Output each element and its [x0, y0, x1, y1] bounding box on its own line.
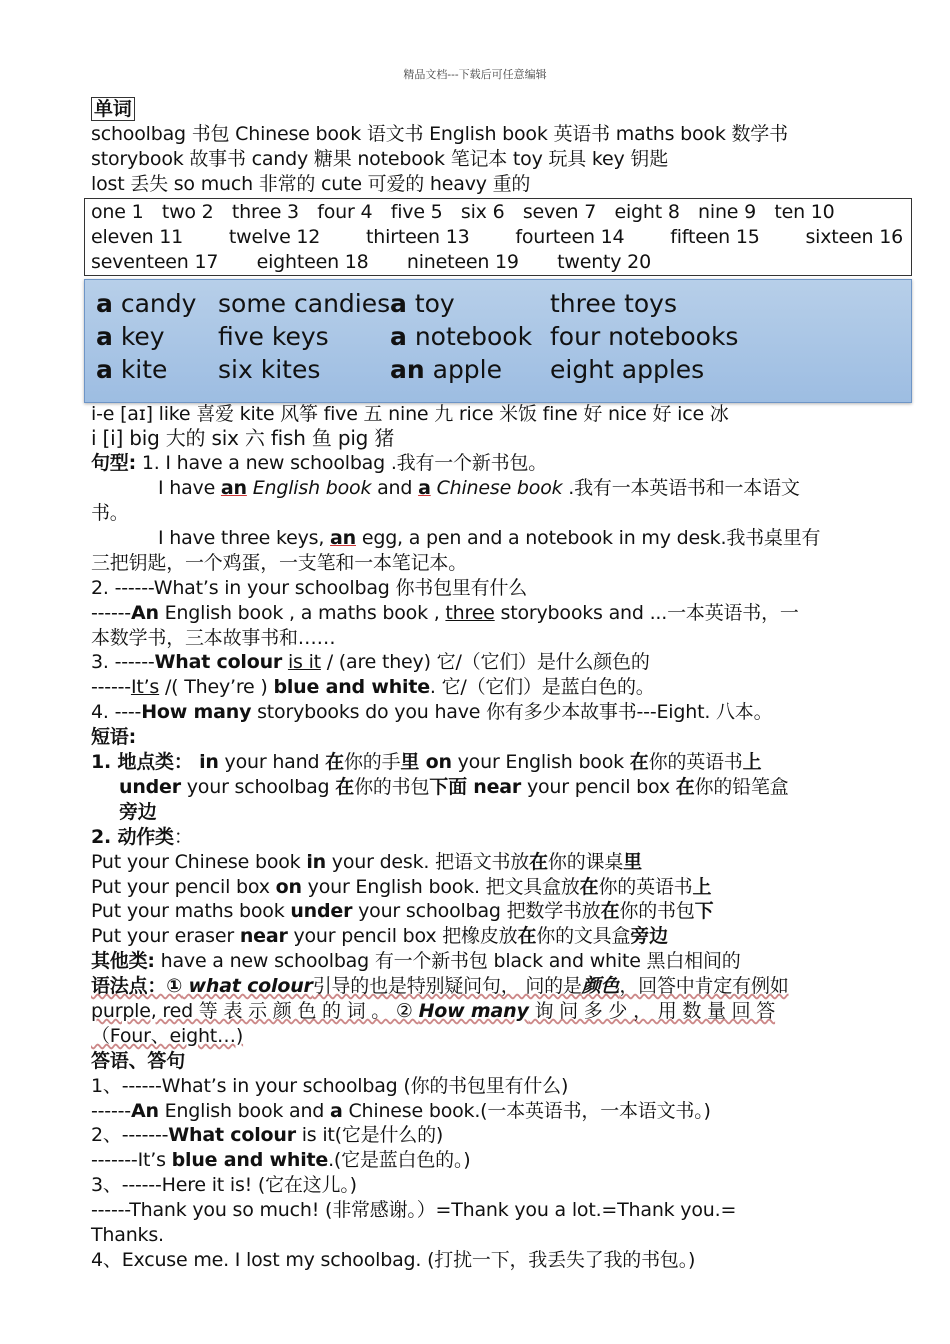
- plural-item: four notebooks: [550, 322, 739, 351]
- plural-item: six kites: [218, 355, 321, 384]
- phrases-action-heading: 2. 动作类：: [91, 826, 193, 848]
- phonics-ie: i-e [aɪ] like 喜爱 kite 风筝 five 五 nine 九 rice 米饭 fine 好 nice 好 ice 冰: [91, 403, 729, 425]
- phrases-heading: 短语:: [91, 726, 136, 748]
- sentence-3q: 3. ------What colour is it / (are they) 它/（它们）是什么颜色的: [91, 651, 650, 673]
- sentence-4: 4. ----How many storybooks do you have 你有多少本故事书---Eight. 八本。: [91, 701, 773, 723]
- plural-item: eight apples: [550, 355, 705, 384]
- phrases-action-1: Put your Chinese book in your desk. 把语文书放在你的课桌里: [91, 851, 642, 873]
- phrases-action-2: Put your pencil box on your English book. 把文具盒放在你的英语书上: [91, 876, 712, 898]
- sentence-3a: ------It’s /( They’re ) blue and white. 它/（它们）是蓝白色的。: [91, 676, 655, 698]
- phonics-i: i [i] big 大的 six 六 fish 鱼 pig 猪: [91, 426, 395, 450]
- plural-item: some candies: [218, 289, 391, 318]
- answer-2q: 2、-------What colour is it(它是什么的): [91, 1124, 444, 1146]
- vocab-line-1: schoolbag 书包 Chinese book 语文书 English book 英语书 maths book 数学书: [91, 123, 788, 145]
- answer-3b: Thanks.: [91, 1224, 164, 1246]
- plural-item: three toys: [550, 289, 678, 318]
- plural-item: a key: [96, 322, 165, 351]
- numbers-row-3: seventeen 17 eighteen 18 nineteen 19 twenty 20: [91, 251, 651, 273]
- vocab-line-3: lost 丢失 so much 非常的 cute 可爱的 heavy 重的: [91, 173, 531, 195]
- answer-3q: 3、------Here it is! (它在这儿。): [91, 1174, 357, 1196]
- sentence-1b: I have an English book and a Chinese book .我有一本英语书和一本语文: [158, 477, 800, 499]
- plural-item: a notebook: [390, 322, 533, 351]
- phrases-place-1: 1. 地点类： in your hand 在你的手里 on your English book 在你的英语书上: [91, 751, 762, 773]
- answer-4: 4、Excuse me. I lost my schoolbag. (打扰一下，我丢失了我的书包。): [91, 1249, 696, 1271]
- answers-heading: 答语、答句: [91, 1050, 186, 1072]
- page-header: 精品文档---下载后可任意编辑: [403, 68, 547, 81]
- phrases-action-4: Put your eraser near your pencil box 把橡皮放在你的文具盒旁边: [91, 925, 668, 947]
- grammar-line-3: （Four、eight…): [91, 1025, 244, 1047]
- answer-2a: -------It’s blue and white.(它是蓝白色的。): [91, 1149, 471, 1171]
- sentence-1a: 句型: 1. I have a new schoolbag .我有一个新书包。: [91, 452, 548, 474]
- answer-1q: 1、------What’s in your schoolbag (你的书包里有什么): [91, 1075, 569, 1097]
- grammar-line-1: 语法点：① what colour引导的也是特别疑问句， 问的是颜色，回答中肯定有例如: [91, 975, 789, 997]
- phrases-place-3: 旁边: [119, 801, 157, 823]
- sentence-2q: 2. ------What’s in your schoolbag 你书包里有什么: [91, 577, 528, 599]
- numbers-row-2: eleven 11 twelve 12 thirteen 13 fourteen 14 fifteen 15 sixteen 16: [91, 226, 903, 248]
- phrases-action-3: Put your maths book under your schoolbag 把数学书放在你的书包下: [91, 900, 714, 922]
- vocab-heading: 单词: [91, 98, 135, 120]
- plural-item: five keys: [218, 322, 329, 351]
- sentence-1c: I have three keys, an egg, a pen and a notebook in my desk.我书桌里有: [158, 527, 821, 549]
- numbers-row-1: one 1 two 2 three 3 four 4 five 5 six 6 seven 7 eight 8 nine 9 ten 10: [91, 201, 835, 223]
- sentence-1b-cont: 书。: [91, 502, 129, 524]
- vocab-line-2: storybook 故事书 candy 糖果 notebook 笔记本 toy 玩具 key 钥匙: [91, 148, 669, 170]
- plural-item: a toy: [390, 289, 455, 318]
- plural-item: a candy: [96, 289, 197, 318]
- grammar-line-2: purple, red 等 表 示 颜 色 的 词 。 ② How many 询 问 多 少 ， 用 数 量 回 答: [91, 1000, 776, 1022]
- answer-1a: ------An English book and a Chinese book.(一本英语书，一本语文书。): [91, 1100, 711, 1122]
- sentence-2a: ------An English book , a maths book , three storybooks and ...一本英语书，一: [91, 602, 799, 624]
- answer-3a: ------Thank you so much! (非常感谢。）=Thank you a lot.=Thank you.=: [91, 1199, 737, 1221]
- other-phrases: 其他类: have a new schoolbag 有一个新书包 black and white 黑白相间的: [91, 950, 741, 972]
- phrases-place-2: under your schoolbag 在你的书包下面 near your pencil box 在你的铅笔盒: [119, 776, 789, 798]
- sentence-1c-cont: 三把钥匙，一个鸡蛋，一支笔和一本笔记本。: [91, 552, 468, 574]
- plural-item: an apple: [390, 355, 503, 384]
- plural-item: a kite: [96, 355, 168, 384]
- sentence-2a-cont: 本数学书，三本故事书和……: [91, 627, 336, 649]
